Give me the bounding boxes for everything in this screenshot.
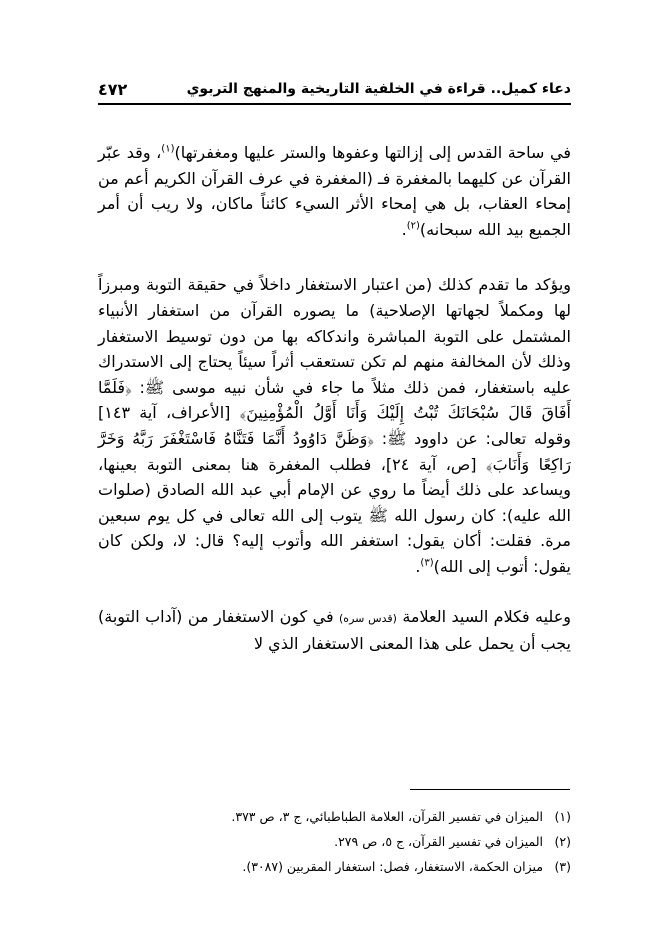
footnote-separator [410, 789, 570, 790]
para2-end: . [415, 556, 421, 576]
paragraph-gap [98, 580, 571, 604]
para1-text-b: ، وقد عبّر القرآن عن كليهما بالمغفرة فـ (المغفرة في عرف القرآن الكريم أعم من إمحاء العقاب، بل هي إمحاء الأثر السيء كائناً ماكان، ولا ريب أن أمر الجميع بيد الله سبحانه) [98, 143, 571, 239]
running-title: دعاء كميل.. قراءة في الخلفية التاريخية والمنهج التربوي [186, 81, 571, 97]
page-header [98, 76, 571, 102]
footnote-ref-2: (٢) [406, 220, 420, 232]
footnote-text: ميزان الحكمة، الاستغفار، فصل: استغفار المقربين (٣٠٨٧). [242, 859, 544, 874]
paragraph-1 [98, 140, 571, 242]
footnote-1 [98, 804, 571, 829]
footnote-label: (٣) [554, 859, 571, 874]
para1-end: . [401, 219, 407, 239]
paragraph-gap [98, 242, 571, 272]
page-number: ٤٧٢ [98, 79, 128, 99]
footnote-ref-3: (٣) [420, 557, 434, 569]
footnote-3 [98, 854, 571, 879]
footnote-label: (١) [554, 809, 571, 824]
footnote-ref-1: (١) [161, 143, 175, 155]
footnote-text: الميزان في تفسير القرآن، العلامة الطباطبائي، ج ٣، ص ٣٧٣. [231, 809, 544, 824]
paragraph-2 [98, 272, 571, 579]
paragraph-3 [98, 604, 571, 657]
para1-text-a: في ساحة القدس إلى إزالتها وعفوها والستر عليها ومغفرتها) [174, 143, 572, 162]
para2-text: ويؤكد ما تقدم كذلك (من اعتبار الاستغفار داخلاً في حقيقة التوبة ومبرزاً لها ومكملاً لجهاتها الإصلاحية) ما يصوره القرآن من استغفار الأنبياء المشتمل على التوبة المباشرة واندكاكه بها من دون توسيط الاستغفار وذلك لأن المخالفة منهم لم تكن تستعقب أثراً سيئاً يحتاج إلى الاستدراك عليه باستغفار، فمن ذلك مثلاً ما جاء في شأن نبيه موسى ﷺ: ﴿فَلَمَّا أَفَاقَ قَالَ سُبْحَانَكَ تُبْتُ إِلَيْكَ وَأَنَا أَوَّلُ الْمُؤْمِنِينَ﴾ [الأعراف، آية ١٤٣] وقوله تعالى: عن داوود ﷺ: ﴿وَظَنَّ دَاوُودُ أَنَّمَا فَتَنَّاهُ فَاسْتَغْفَرَ رَبَّهُ وَخَرَّ رَاكِعًا وَأَنَابَ﴾ [ص، آية ٢٤]، فطلب المغفرة هنا بمعنى التوبة بعينها، ويساعد على ذلك أيضاً ما روي عن الإمام أبي عبد الله الصادق (صلوات الله عليه): كان رسول الله ﷺ يتوب إلى الله تعالى في كل يوم سبعين مرة. فقلت: أكان يقول: استغفر الله وأتوب إليه؟ قال: لا، ولكن كان يقول: أتوب إلى الله) [98, 275, 572, 576]
footnote-text: الميزان في تفسير القرآن، ج ٥، ص ٢٧٩. [334, 834, 544, 849]
footnotes [98, 804, 571, 879]
para3-text-a: وعليه فكلام السيد العلامة [396, 606, 572, 626]
header-rule [98, 103, 571, 105]
main-text [98, 140, 571, 657]
footnote-2 [98, 829, 571, 854]
footnote-label: (٢) [554, 834, 571, 849]
honorific: (قدس سره) [339, 611, 397, 625]
para3-text-b: في كون الاستغفار من (آداب التوبة) يجب أن يحمل على هذا المعنى الاستغفار الذي لا [98, 606, 571, 654]
